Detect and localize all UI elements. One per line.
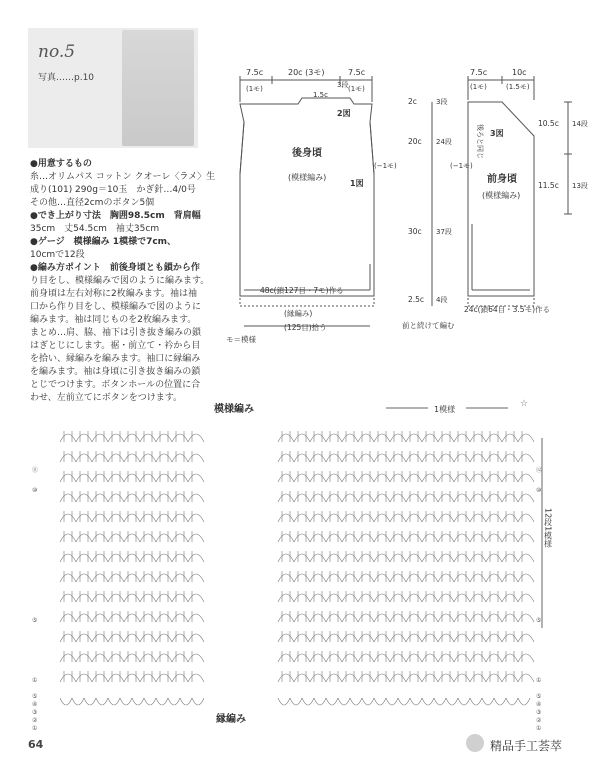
stitch-row (60, 614, 204, 622)
row-markers (32, 466, 542, 732)
instruction-line: ●ゲージ 模様編み 1模様で7cm、 (30, 237, 177, 247)
front-back-same-note: 後ろと同じ (476, 124, 484, 159)
row-marker-left: ③ (32, 709, 38, 716)
model-photo (122, 30, 194, 146)
row-marker-left: ⑩ (32, 487, 38, 494)
figure-2-label: 2図 (337, 109, 351, 118)
front-side-note: (−1モ) (450, 162, 473, 170)
back-pickup-label: (125目)拾う (284, 323, 327, 332)
instruction-line: 糸…オリムパス コットン クオーレ〈ラメ〉生 (30, 172, 216, 182)
row-marker-left: ④ (32, 701, 38, 708)
rows-per-repeat-label: 12段1模様 (543, 508, 553, 548)
instruction-line: とじでつけます。ボタンホールの位置に合 (30, 380, 201, 390)
vertical-dim-cm: 2c (408, 97, 417, 106)
pattern-number: no.5 (38, 42, 76, 62)
stitch-row (278, 534, 534, 542)
stitch-row (60, 634, 204, 642)
row-marker-right: ⑤ (536, 617, 542, 624)
chat-icon (466, 734, 484, 752)
stitch-row (278, 574, 534, 582)
instruction-line: わせ、左前立てにボタンをつけます。 (30, 393, 183, 403)
stitch-row (60, 474, 204, 482)
dim-back-shoulder-right: 7.5c (348, 68, 366, 77)
stitch-row (60, 574, 204, 582)
row-marker-right: ⑩ (536, 487, 542, 494)
instruction-line: 10cmで12段 (30, 250, 85, 260)
vertical-dim-rows: 24段 (436, 138, 452, 146)
row-marker-right: ② (536, 717, 542, 724)
repeat-label: 1模様 (434, 405, 456, 414)
row-marker-left: ⑤ (32, 617, 38, 624)
front-dim-cm: 10.5c (538, 119, 559, 128)
row-marker-left: ⑪ (32, 467, 39, 474)
dim-back-shoulder-left-sub: (1モ) (246, 85, 263, 93)
edge-stitch-row (278, 698, 530, 705)
schematic-diagrams (200, 64, 590, 354)
stitch-row (60, 514, 204, 522)
crochet-chart (30, 398, 575, 738)
back-edge-label: (縁編み) (284, 309, 313, 318)
stitch-row (60, 534, 204, 542)
row-marker-left: ① (32, 725, 38, 732)
stitch-row (60, 674, 204, 682)
instruction-line: を拾い、縁編みを編みます。袖口に縁編み (30, 354, 201, 364)
row-marker-right: ① (536, 725, 542, 732)
stitch-row (60, 554, 204, 562)
front-dim-rows: 13段 (572, 182, 588, 190)
row-marker-left: ② (32, 717, 38, 724)
stitch-row (60, 654, 204, 662)
back-body-subtitle: (模様編み) (288, 173, 327, 182)
dim-back-shoulder-right-sub: (1モ) (348, 85, 365, 93)
vertical-dim-rows: 4段 (436, 296, 448, 304)
front-body-subtitle: (模様編み) (482, 191, 521, 200)
stitch-pattern (60, 431, 534, 705)
row-marker-right: ③ (536, 709, 542, 716)
front-body-title: 前身頃 (487, 174, 517, 185)
watermark: 精品手工荟萃 (490, 739, 563, 753)
instruction-line: ●編み方ポイント 前後身頃とも鎖から作 (30, 263, 200, 273)
vertical-dim-rows: 37段 (436, 228, 452, 236)
row-marker-right: ① (536, 677, 542, 684)
instruction-line: まとめ…肩、脇、袖下は引き抜き編みの鎖 (30, 328, 202, 338)
row-marker-left: ⑤ (32, 693, 38, 700)
instruction-line: 口から作り目をし、模様編みで図のように (30, 302, 202, 312)
stitch-row (278, 654, 534, 662)
photo-reference: 写真……p.10 (38, 73, 95, 83)
stitch-row (278, 454, 534, 462)
vertical-dim-rows: 3段 (436, 98, 448, 106)
instruction-line: 前身頃は左右対称に2枚編みます。袖は袖 (30, 289, 198, 299)
stitch-row (278, 514, 534, 522)
edge-title: 縁編み (216, 714, 246, 725)
stitch-row (60, 494, 204, 502)
page-number: 64 (28, 738, 44, 751)
stitch-row (60, 454, 204, 462)
instruction-line: ●用意するもの (30, 159, 92, 169)
instruction-line: 編みます。袖は同じものを2枚編みます。 (30, 315, 197, 325)
back-body-outline (240, 98, 374, 296)
stitch-row (278, 494, 534, 502)
row-marker-right: ⑫ (536, 467, 543, 474)
stitch-row (278, 554, 534, 562)
instructions-block (30, 158, 215, 405)
dim-front-shoulder: 7.5c (470, 68, 488, 77)
svg-text:☆: ☆ (520, 399, 529, 409)
instruction-line: 成り(101) 290g＝10玉 かぎ針…4/0号 (30, 185, 196, 195)
stitch-row (60, 594, 204, 602)
stitch-row (278, 614, 534, 622)
vertical-dimensions (408, 97, 452, 304)
pattern-legend: モ＝模様 (226, 335, 256, 344)
dim-front-shoulder-sub: (1モ) (470, 83, 487, 91)
chart-title: 模様編み (214, 404, 254, 415)
front-dim-cm: 11.5c (538, 181, 559, 190)
stitch-row (278, 434, 534, 442)
row-marker-left: ① (32, 677, 38, 684)
row-marker-right: ⑤ (536, 693, 542, 700)
row-marker-right: ④ (536, 701, 542, 708)
instruction-line: ●でき上がり寸法 胸囲98.5cm 背肩幅 (30, 211, 201, 221)
back-base-stitch: 48c(鎖127目・7モ)作る (260, 286, 344, 295)
instruction-line: その他…直径2cmのボタン5個 (30, 198, 155, 208)
stitch-row (278, 474, 534, 482)
dim-back-neck: 20c (3モ) (288, 68, 325, 77)
dim-front-neck: 10c (512, 68, 527, 77)
vertical-dim-cm: 20c (408, 137, 422, 146)
front-vertical-dimensions (538, 119, 588, 190)
instruction-line: を編みます。袖は身頃に引き抜き編みの鎖 (30, 367, 201, 377)
instruction-line: り目をし、模様編みで図のように編みます。 (30, 276, 210, 286)
back-side-note: (−1モ) (374, 162, 397, 170)
back-body-title: 後身頃 (292, 148, 322, 159)
dim-back-neck-rows: 3段 (337, 81, 349, 89)
vertical-dim-cm: 30c (408, 227, 422, 236)
vertical-dim-cm: 2.5c (408, 295, 425, 304)
dim-back-neck-drop: 1.5c (313, 91, 328, 99)
instruction-line: はぎとじにします。裾・前立て・衿から目 (30, 341, 201, 351)
stitch-row (278, 594, 534, 602)
edge-stitch-row (60, 698, 204, 705)
figure-3-label: 3図 (490, 129, 504, 138)
stitch-row (278, 634, 534, 642)
stitch-row (278, 674, 534, 682)
front-base-stitch: 24c(鎖64目・3.5モ)作る (464, 305, 550, 314)
instruction-line: 35cm 丈54.5cm 袖丈35cm (30, 224, 160, 234)
stitch-row (60, 434, 204, 442)
front-dim-rows: 14段 (572, 120, 588, 128)
dim-back-shoulder-left: 7.5c (246, 68, 264, 77)
front-continue-note: 前と続けて編む (402, 321, 455, 330)
figure-1-label: 1図 (350, 179, 364, 188)
dim-front-neck-sub: (1.5モ) (506, 83, 530, 91)
